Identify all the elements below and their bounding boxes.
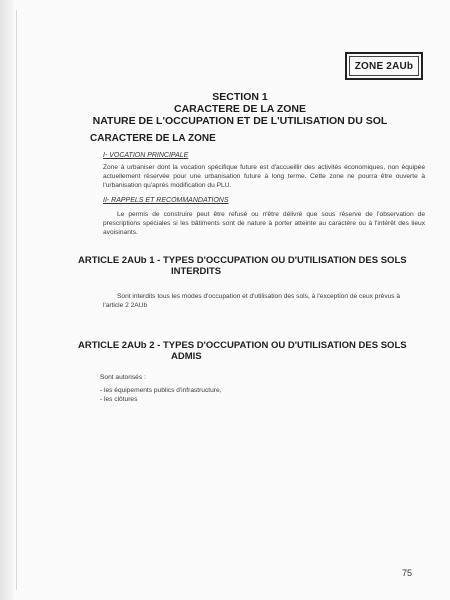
article-2-intro: Sont autorisés : (100, 374, 146, 381)
rappels-text: Le permis de construire peut être refusé ou n'être délivré que sous réserve de l'observation de prescriptions spéciales si les bâtiments sont de nature à porter atteinte au caractère ou à l'intérêt des lieux avoisinants. (103, 211, 425, 236)
vocation-text: Zone à urbaniser dont la vocation spécifique future est d'accueillir des activités économiques, non équipée actuellement réservée pour une urbanisation future à long terme. Cette zone ne pourra être ouverte à l'urbanisation qu'après modification du PLU. (103, 164, 425, 189)
rappels-heading: II- RAPPELS ET RECOMMANDATIONS (103, 197, 229, 204)
section-heading: NATURE DE L'OCCUPATION ET DE L'UTILISATION DU SOL (92, 115, 388, 127)
article-2-heading (78, 340, 428, 362)
zone-label: ZONE 2AUb (354, 60, 414, 72)
article-2-title: ARTICLE 2AUb 2 - TYPES D'OCCUPATION OU D'UTILISATION DES SOLS (78, 340, 407, 351)
zone-label-box (345, 52, 423, 80)
article-1-subtitle: INTERDITS (171, 266, 222, 277)
article-1-title: ARTICLE 2AUb 1 - TYPES D'OCCUPATION OU D'UTILISATION DES SOLS (78, 255, 407, 266)
article-1-text: Sont interdits tous les modes d'occupation et d'utilisation des sols, à l'exception de ceux prévus à l'article 2 2AUb (103, 293, 401, 309)
section-title (60, 91, 420, 127)
page-binding-edge (0, 0, 14, 600)
vocation-heading: I- VOCATION PRINCIPALE (103, 152, 189, 159)
list-item: - les clôtures (100, 396, 138, 403)
section-number: SECTION 1 (212, 91, 268, 103)
section-subtitle: CARACTERE DE LA ZONE (173, 103, 307, 115)
article-2-subtitle: ADMIS (171, 351, 202, 362)
list-item: - les équipements publics d'infrastructure, (100, 387, 222, 394)
article-1-heading (78, 255, 428, 277)
page-number: 75 (402, 568, 413, 578)
caractere-heading: CARACTERE DE LA ZONE (90, 133, 216, 144)
